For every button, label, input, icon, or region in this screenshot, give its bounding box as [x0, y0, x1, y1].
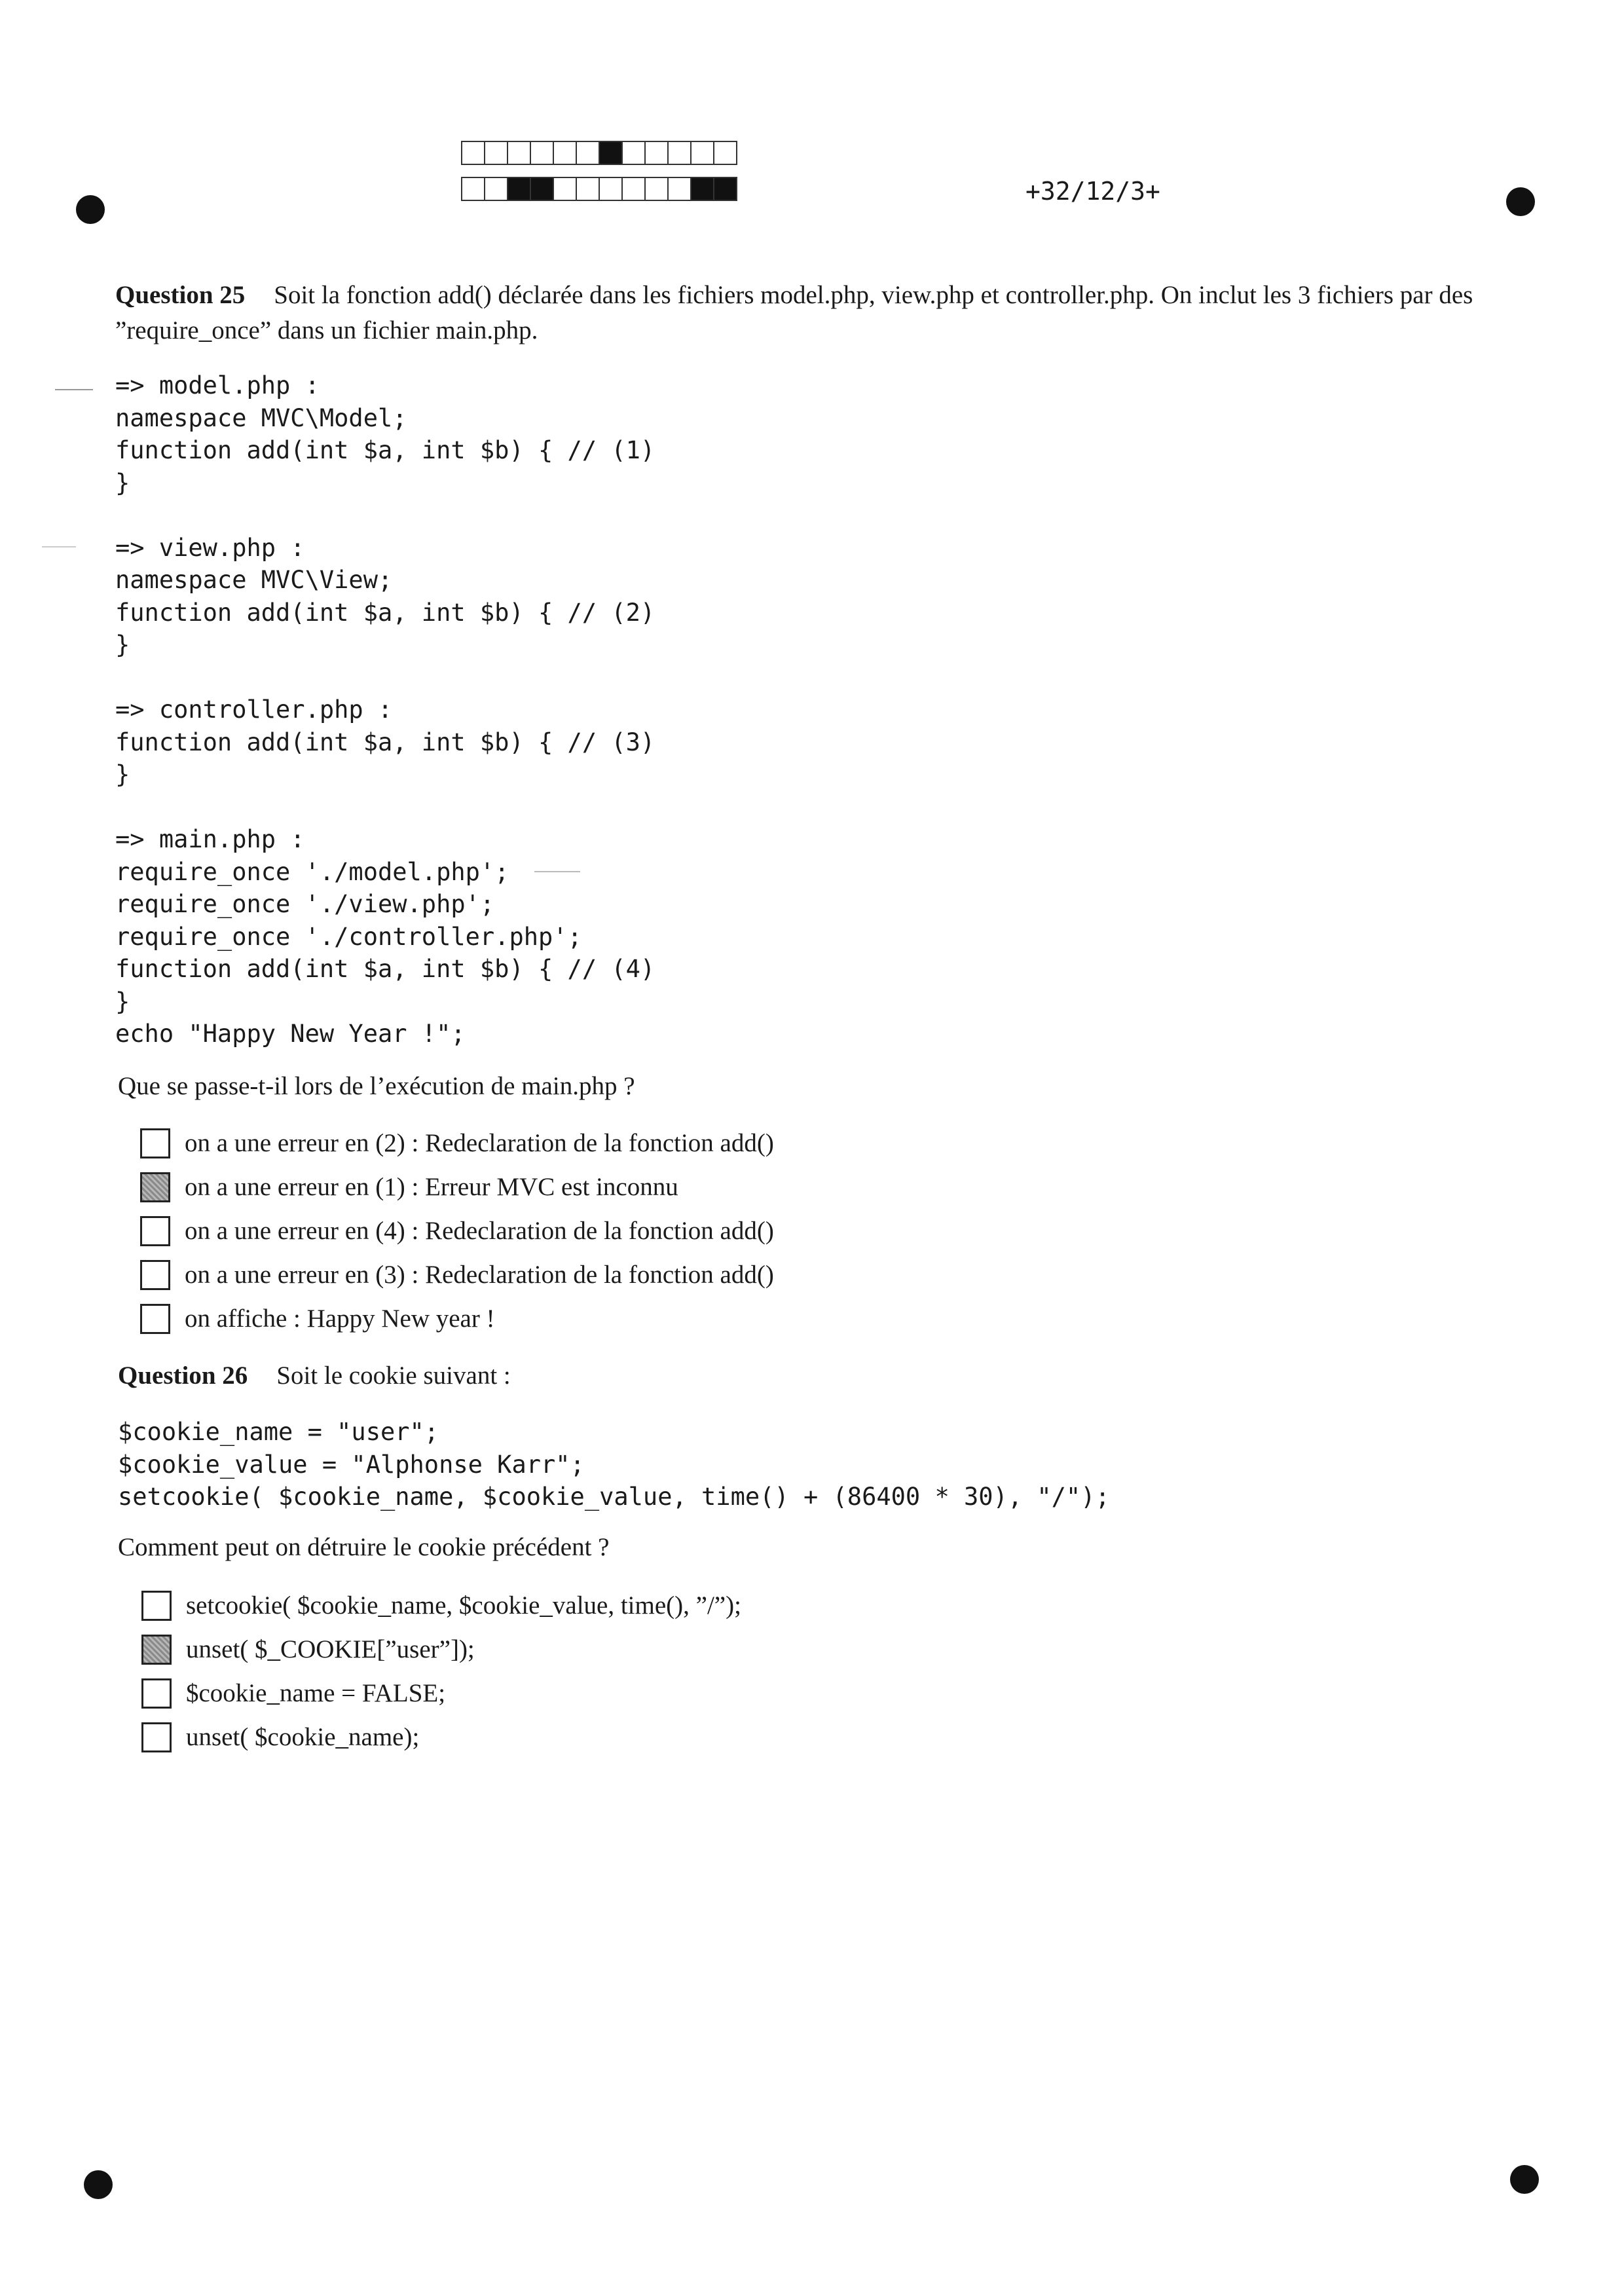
barcode-cell	[553, 141, 577, 165]
choice-label: on affiche : Happy New year !	[185, 1305, 495, 1333]
question-25	[115, 278, 1504, 348]
barcode-cell	[484, 177, 508, 201]
question-25-text: Soit la fonction add() déclarée dans les fichiers model.php, view.php et controller.php. On inclut les 3 fichiers par des ”require_once” dans un fichier main.php.	[115, 281, 1473, 344]
checkbox[interactable]	[140, 1260, 170, 1290]
choice-item[interactable]	[140, 1209, 774, 1253]
barcode-cell	[461, 177, 485, 201]
corner-dot-bottom-left	[84, 2170, 113, 2199]
page-id: +32/12/3+	[1025, 177, 1160, 206]
barcode-cell	[644, 141, 669, 165]
choice-item[interactable]	[141, 1583, 741, 1627]
checkbox[interactable]	[141, 1722, 172, 1752]
choice-item[interactable]	[140, 1253, 774, 1297]
question-25-choices	[140, 1121, 774, 1341]
question-26-label: Question 26	[118, 1361, 248, 1390]
barcode-cell	[484, 141, 508, 165]
choice-item[interactable]	[141, 1715, 741, 1759]
barcode-cell	[690, 141, 714, 165]
checkbox[interactable]	[141, 1635, 172, 1665]
question-26-code: $cookie_name = "user"; $cookie_value = "Alphonse Karr"; setcookie( $cookie_name, $cookie_value, time() + (86400 * 30), "/");	[118, 1418, 1110, 1511]
question-25-label: Question 25	[115, 281, 246, 309]
checkbox[interactable]	[140, 1172, 170, 1202]
choice-label: unset( $cookie_name);	[186, 1723, 420, 1751]
barcode-cell	[530, 141, 554, 165]
pen-mark	[42, 546, 76, 547]
choice-item[interactable]	[140, 1165, 774, 1209]
checkbox[interactable]	[140, 1128, 170, 1158]
checkbox[interactable]	[140, 1216, 170, 1246]
corner-dot-top-left	[76, 195, 105, 224]
choice-label: on a une erreur en (4) : Redeclaration de la fonction add()	[185, 1217, 774, 1245]
question-26-choices	[141, 1583, 741, 1759]
barcode-cell	[599, 177, 623, 201]
barcode-cell	[667, 177, 692, 201]
choice-label: on a une erreur en (2) : Redeclaration de la fonction add()	[185, 1129, 774, 1157]
question-26	[118, 1358, 1506, 1394]
choice-label: setcookie( $cookie_name, $cookie_value, time(), ”/”);	[186, 1591, 741, 1620]
choice-label: $cookie_name = FALSE;	[186, 1679, 446, 1707]
barcode-cell	[621, 141, 646, 165]
choice-item[interactable]	[140, 1121, 774, 1165]
choice-label: unset( $_COOKIE[”user”]);	[186, 1635, 475, 1663]
barcode-cell	[644, 177, 669, 201]
barcode-cell	[599, 141, 623, 165]
barcode-cell	[507, 177, 531, 201]
barcode-cell	[461, 141, 485, 165]
question-25-prompt: Que se passe-t-il lors de l’exécution de main.php ?	[118, 1072, 635, 1100]
barcode-cell	[507, 141, 531, 165]
barcode-cell	[530, 177, 554, 201]
barcode-cell	[621, 177, 646, 201]
checkbox[interactable]	[140, 1304, 170, 1334]
pen-mark	[55, 389, 93, 390]
question-26-text: Soit le cookie suivant :	[276, 1361, 511, 1390]
corner-dot-top-right	[1506, 187, 1535, 216]
barcode-cell	[713, 141, 737, 165]
barcode-row-top	[461, 141, 736, 165]
barcode-cell	[713, 177, 737, 201]
choice-item[interactable]	[141, 1627, 741, 1671]
barcode-cell	[690, 177, 714, 201]
barcode-cell	[553, 177, 577, 201]
question-26-prompt: Comment peut on détruire le cookie précédent ?	[118, 1533, 610, 1561]
barcode-cell	[576, 177, 600, 201]
barcode-cell	[576, 141, 600, 165]
choice-item[interactable]	[141, 1671, 741, 1715]
choice-label: on a une erreur en (3) : Redeclaration de la fonction add()	[185, 1261, 774, 1289]
choice-label: on a une erreur en (1) : Erreur MVC est inconnu	[185, 1173, 678, 1201]
choice-item[interactable]	[140, 1297, 774, 1341]
barcode-row-bottom	[461, 177, 736, 201]
question-25-code: => model.php : namespace MVC\Model; function add(int $a, int $b) { // (1) } => view.php : namespace MVC\View; function add(int $a, int $b) { // (2) } => controller.php : function add(int $a, int $b) { // (3) } => main.php : require_once './model.php'; require_once './view.php'; require_once './controller.php'; function add(int $a, int $b) { // (4) } echo "Happy New Year !";	[115, 371, 655, 1048]
barcode-cell	[667, 141, 692, 165]
checkbox[interactable]	[141, 1678, 172, 1709]
checkbox[interactable]	[141, 1591, 172, 1621]
corner-dot-bottom-right	[1510, 2165, 1539, 2194]
